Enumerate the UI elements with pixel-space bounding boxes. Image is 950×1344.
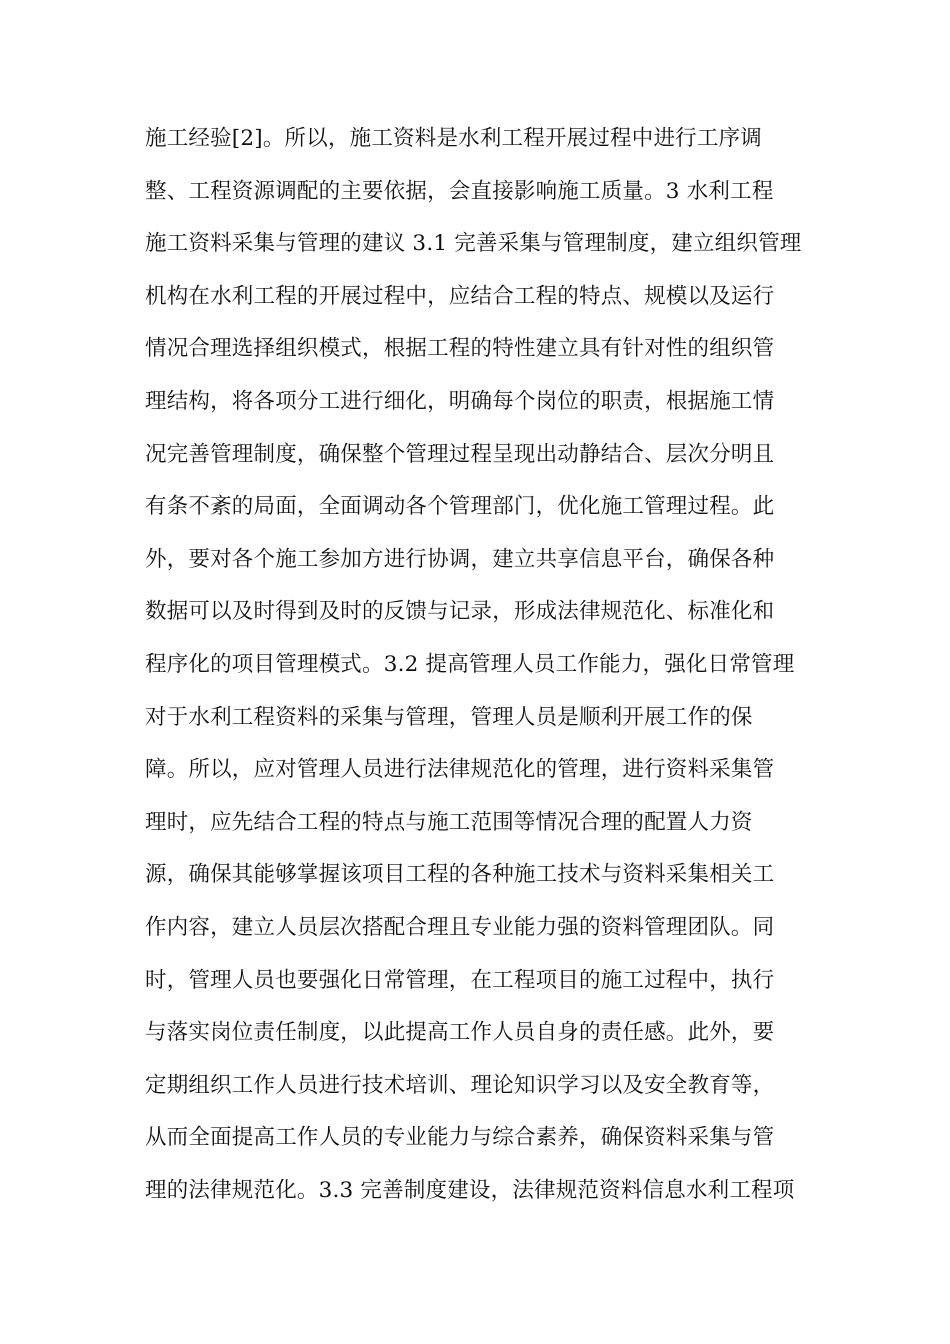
text-line: 作内容，建立人员层次搭配合理且专业能力强的资料管理团队。同 <box>145 914 775 940</box>
text-line: 对于水利工程资料的采集与管理，管理人员是顺利开展工作的保 <box>145 704 753 730</box>
text-line: 障。所以，应对管理人员进行法律规范化的管理，进行资料采集管 <box>145 757 775 783</box>
text-line: 定期组织工作人员进行技术培训、理论知识学习以及安全教育等， <box>145 1072 775 1098</box>
body-text <box>145 117 825 1221</box>
text-line: 机构在水利工程的开展过程中，应结合工程的特点、规模以及运行 <box>145 283 775 309</box>
text-line: 数据可以及时得到及时的反馈与记录，形成法律规范化、标准化和 <box>145 599 775 625</box>
text-line: 情况合理选择组织模式，根据工程的特性建立具有针对性的组织管 <box>145 336 775 362</box>
text-line: 理结构，将各项分工进行细化，明确每个岗位的职责，根据施工情 <box>145 388 775 414</box>
text-line: 时，管理人员也要强化日常管理，在工程项目的施工过程中，执行 <box>145 967 775 993</box>
text-line: 从而全面提高工作人员的专业能力与综合素养，确保资料采集与管 <box>145 1125 775 1151</box>
text-line: 整、工程资源调配的主要依据，会直接影响施工质量。3 水利工程 <box>145 178 774 204</box>
text-line: 源，确保其能够掌握该项目工程的各种施工技术与资料采集相关工 <box>145 862 775 888</box>
text-line: 理时，应先结合工程的特点与施工范围等情况合理的配置人力资 <box>145 809 753 835</box>
text-line: 与落实岗位责任制度，以此提高工作人员自身的责任感。此外，要 <box>145 1020 775 1046</box>
text-line: 况完善管理制度，确保整个管理过程呈现出动静结合、层次分明且 <box>145 441 775 467</box>
text-line: 程序化的项目管理模式。3.2 提高管理人员工作能力，强化日常管理 <box>145 651 795 677</box>
text-line: 理的法律规范化。3.3 完善制度建设，法律规范资料信息水利工程项 <box>145 1177 795 1203</box>
text-line: 施工经验[2]。所以，施工资料是水利工程开展过程中进行工序调 <box>145 126 762 151</box>
text-line: 外，要对各个施工参加方进行协调，建立共享信息平台，确保各种 <box>145 546 775 572</box>
text-line: 施工资料采集与管理的建议 3.1 完善采集与管理制度，建立组织管理 <box>145 231 802 257</box>
text-line: 有条不紊的局面，全面调动各个管理部门，优化施工管理过程。此 <box>145 494 775 520</box>
